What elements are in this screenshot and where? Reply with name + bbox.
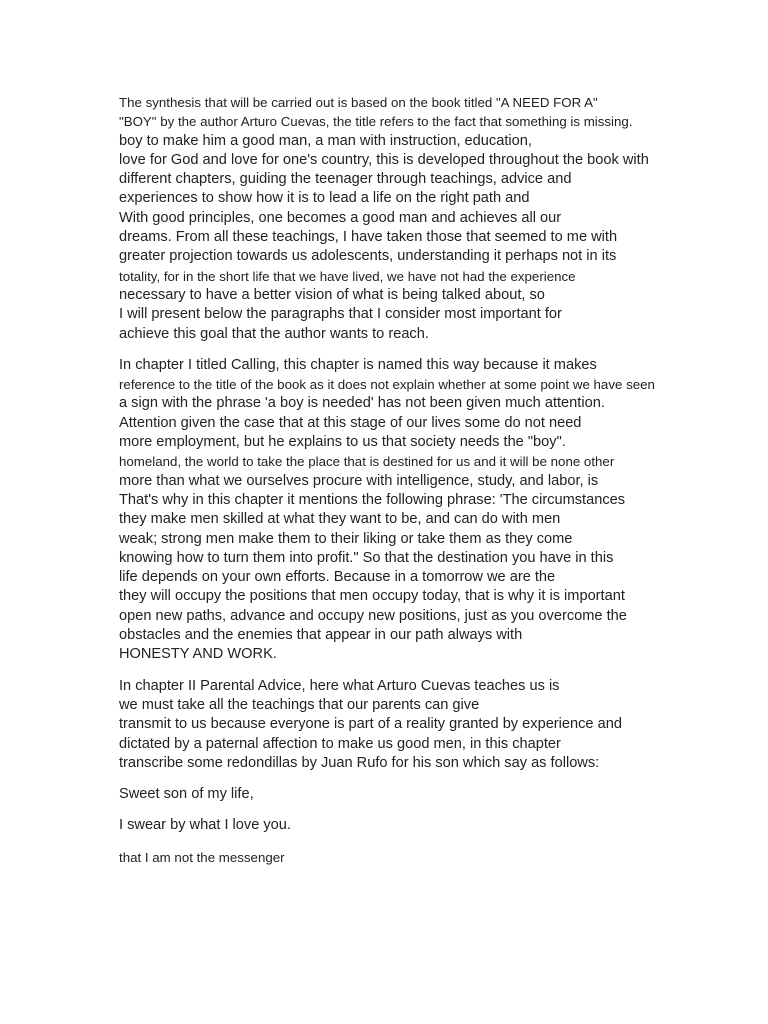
text-line: more than what we ourselves procure with intelligence, study, and labor, is [119, 472, 599, 489]
text-line: homeland, the world to take the place that is destined for us and it will be none other [119, 454, 615, 470]
paragraph [119, 785, 739, 804]
text-line: different chapters, guiding the teenager through teachings, advice and [119, 171, 572, 188]
paragraph-spacer [119, 344, 739, 356]
text-line: they make men skilled at what they want to be, and can do with men [119, 511, 561, 528]
text-line: Sweet son of my life, [119, 786, 254, 803]
paragraph [119, 816, 739, 835]
text-line: In chapter I titled Calling, this chapter is named this way because it makes [119, 356, 597, 373]
text-line: life depends on your own efforts. Because in a tomorrow we are the [119, 569, 556, 586]
text-line: necessary to have a better vision of what is being talked about, so [119, 286, 545, 303]
text-line: knowing how to turn them into profit." So that the destination you have in this [119, 549, 614, 566]
text-line: love for God and love for one's country, this is developed throughout the book with [119, 151, 649, 168]
text-line: they will occupy the positions that men occupy today, that is why it is important [119, 588, 625, 605]
paragraph [119, 677, 739, 773]
text-line: dreams. From all these teachings, I have taken those that seemed to me with [119, 229, 618, 246]
paragraph-spacer [119, 804, 739, 816]
text-line: weak; strong men make them to their liking or take them as they come [119, 530, 573, 547]
text-line: dictated by a paternal affection to make us good men, in this chapter [119, 735, 561, 752]
text-line: That's why in this chapter it mentions the following phrase: 'The circumstances [119, 491, 626, 508]
text-line: obstacles and the enemies that appear in our path always with [119, 627, 523, 644]
text-line: Attention given the case that at this stage of our lives some do not need [119, 414, 582, 431]
text-line: experiences to show how it is to lead a life on the right path and [119, 190, 530, 207]
text-line: reference to the title of the book as it does not explain whether at some point we have seen [119, 377, 655, 393]
paragraph-spacer [119, 665, 739, 677]
text-line: more employment, but he explains to us that society needs the "boy". [119, 434, 566, 451]
text-line: totality, for in the short life that we have lived, we have not had the experience [119, 268, 576, 284]
text-line: greater projection towards us adolescents, understanding it perhaps not in its [119, 248, 617, 265]
document-page [119, 93, 739, 867]
text-line: open new paths, advance and occupy new positions, just as you overcome the [119, 607, 627, 624]
paragraph-spacer [119, 836, 739, 848]
paragraph [119, 356, 739, 665]
text-line: boy to make him a good man, a man with instruction, education, [119, 132, 532, 149]
text-line: we must take all the teachings that our parents can give [119, 696, 480, 713]
paragraph-spacer [119, 773, 739, 785]
text-line: a sign with the phrase 'a boy is needed' has not been given much attention. [119, 395, 605, 412]
text-line: transmit to us because everyone is part of a reality granted by experience and [119, 716, 622, 733]
text-line: HONESTY AND WORK. [119, 646, 277, 663]
paragraph [119, 848, 739, 867]
text-line: that I am not the messenger [119, 849, 285, 865]
text-line: I will present below the paragraphs that I consider most important for [119, 306, 562, 323]
text-line: In chapter II Parental Advice, here what Arturo Cuevas teaches us is [119, 677, 560, 694]
text-line: achieve this goal that the author wants to reach. [119, 325, 429, 342]
text-line: With good principles, one becomes a good man and achieves all our [119, 209, 562, 226]
text-line: I swear by what I love you. [119, 817, 291, 834]
paragraph [119, 93, 739, 344]
text-line: "BOY" by the author Arturo Cuevas, the title refers to the fact that something is missing. [119, 114, 633, 130]
text-line: transcribe some redondillas by Juan Rufo for his son which say as follows: [119, 754, 600, 771]
text-line: The synthesis that will be carried out is based on the book titled "A NEED FOR A" [119, 95, 598, 110]
